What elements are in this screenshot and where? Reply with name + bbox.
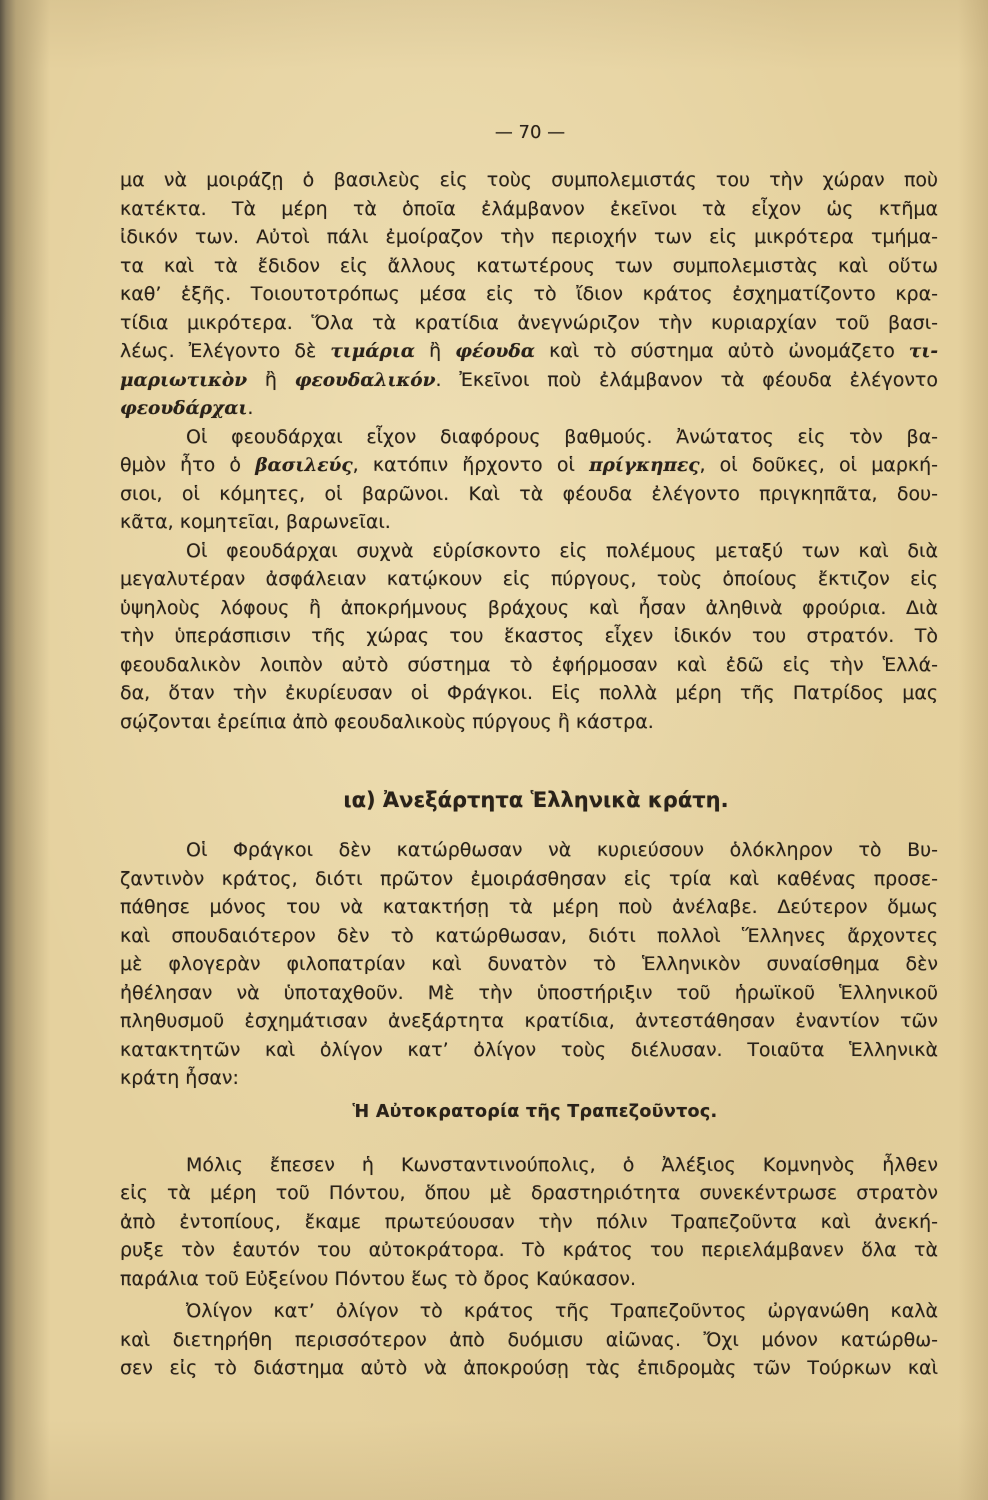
text-run: ὑψηλοὺς λόφους ἢ ἀποκρήμνους βράχους καὶ ἦσαν ἀληθινὰ φρούρια. Διὰ bbox=[120, 596, 938, 619]
emphasized-term: τιμάρια bbox=[330, 341, 416, 362]
text-run: τὴν ὑπεράσπισιν τῆς χώρας του ἕκαστος εἶχεν ἰδικόν του στρατόν. Τὸ bbox=[120, 625, 938, 647]
text-run: . Ἐκεῖνοι ποὺ ἐλάμβανον τὰ φέουδα ἐλέγοντο bbox=[435, 368, 938, 391]
text-run: τα καὶ τὰ ἔδιδον εἰς ἄλλους κατωτέρους των συμπολεμιστὰς καὶ οὕτω bbox=[120, 254, 938, 277]
text-run: ρυξε τὸν ἑαυτόν του αὐτοκράτορα. Τὸ κράτος του περιελάμβανεν ὅλα τὰ bbox=[120, 1239, 938, 1261]
paragraph bbox=[120, 423, 938, 537]
text-run: μεγαλυτέραν ἀσφάλειαν κατῴκουν εἰς πύργους, τοὺς ὁποίους ἔκτιζον εἰς bbox=[120, 568, 938, 590]
text-run: εἰς τὰ μέρη τοῦ Πόντου, ὅπου μὲ δραστηριότητα συνεκέντρωσε στρατὸν bbox=[120, 1182, 938, 1204]
text-run: σεν εἰς τὸ διάστημα αὐτὸ νὰ ἀποκρούσῃ τὰς ἐπιδρομὰς τῶν Τούρκων καὶ bbox=[120, 1357, 938, 1379]
page-number: — 70 — bbox=[494, 122, 566, 143]
text-line bbox=[120, 979, 938, 1008]
text-run: καὶ σπουδαιότερον δὲν τὸ κατώρθωσαν, διότι πολλοὶ Ἕλληνες ἄρχοντες bbox=[120, 924, 938, 947]
text-run: κᾶτα, κομητεῖαι, βαρωνεῖαι. bbox=[120, 511, 391, 533]
text-line bbox=[120, 594, 938, 623]
emphasized-term: τι- bbox=[908, 341, 938, 362]
text-run: . bbox=[247, 397, 254, 419]
text-line bbox=[120, 950, 938, 979]
text-run: μα νὰ μοιράζῃ ὁ βασιλεὺς εἰς τοὺς συμπολεμιστάς του τὴν χώραν ποὺ bbox=[120, 169, 938, 191]
text-line bbox=[120, 1036, 938, 1065]
text-line bbox=[120, 480, 938, 509]
text-run: Οἱ φεουδάρχαι συχνὰ εὑρίσκοντο εἰς πολέμους μεταξύ των καὶ διὰ bbox=[186, 539, 938, 562]
text-line bbox=[120, 622, 938, 651]
text-run: ἢ bbox=[415, 340, 456, 362]
paragraph bbox=[120, 1297, 938, 1383]
emphasized-term: φεουδάρχαι bbox=[120, 398, 248, 419]
text-run: Μόλις ἔπεσεν ἡ Κωνσταντινούπολις, ὁ Ἀλέξιος Κομνηνὸς ἦλθεν bbox=[186, 1153, 938, 1176]
subsection-heading: Ἡ Αὐτοκρατορία τῆς Τραπεζοῦντος. bbox=[352, 1101, 718, 1122]
text-line bbox=[120, 1265, 938, 1294]
text-run: κατέκτα. Τὰ μέρη τὰ ὁποῖα ἐλάμβανον ἐκεῖνοι τὰ εἶχον ὡς κτῆμα bbox=[120, 197, 938, 220]
paragraph bbox=[120, 836, 938, 1093]
text-line bbox=[120, 1236, 938, 1265]
text-line bbox=[120, 451, 938, 480]
text-run: δα, ὅταν τὴν ἐκυρίευσαν οἱ Φράγκοι. Εἰς πολλὰ μέρη τῆς Πατρίδος μας bbox=[120, 682, 938, 704]
text-run: φεουδαλικὸν λοιπὸν αὐτὸ σύστημα τὸ ἐφήρμοσαν καὶ ἐδῶ εἰς τὴν Ἑλλά- bbox=[120, 653, 938, 676]
text-run: κράτη ἦσαν: bbox=[120, 1067, 239, 1089]
text-line bbox=[120, 1151, 938, 1180]
text-line bbox=[120, 865, 938, 894]
text-line bbox=[120, 252, 938, 281]
text-run: πληθυσμοῦ ἐσχημάτισαν ἀνεξάρτητα κρατίδια, ἀντεστάθησαν ἐναντίον τῶν bbox=[120, 1010, 938, 1032]
text-line bbox=[120, 1179, 938, 1208]
text-run: ἰδικόν των. Αὐτοὶ πάλι ἐμοίραζον τὴν περιοχήν των εἰς μικρότερα τμήμα- bbox=[120, 226, 938, 248]
text-line bbox=[120, 394, 938, 423]
emphasized-term: μαριωτικὸν bbox=[120, 369, 248, 391]
text-line bbox=[120, 836, 938, 865]
text-line bbox=[120, 922, 938, 951]
text-line bbox=[120, 423, 938, 452]
text-line bbox=[120, 309, 938, 338]
paragraph bbox=[120, 537, 938, 737]
emphasized-term: βασιλεύς bbox=[255, 455, 353, 476]
trebizond-section bbox=[120, 1151, 938, 1383]
text-run: Οἱ Φράγκοι δὲν κατώρθωσαν νὰ κυριεύσουν ὁλόκληρον τὸ Βυ- bbox=[186, 839, 938, 861]
text-line bbox=[120, 651, 938, 680]
text-run: καὶ διετηρήθη περισσότερον ἀπὸ δυόμισυ αἰῶνας. Ὄχι μόνον κατώρθω- bbox=[120, 1328, 938, 1351]
independent-states-section bbox=[120, 836, 938, 1093]
text-run: κατακτητῶν καὶ ὀλίγον κατ’ ὀλίγον τοὺς διέλυσαν. Τοιαῦτα Ἑλληνικὰ bbox=[120, 1038, 938, 1061]
text-line bbox=[120, 1326, 938, 1355]
text-run: καὶ τὸ σύστημα αὐτὸ ὠνομάζετο bbox=[534, 340, 909, 362]
text-run: Ὀλίγον κατ’ ὀλίγον τὸ κράτος τῆς Τραπεζοῦντος ὠργανώθη καλὰ bbox=[186, 1300, 938, 1322]
text-line bbox=[120, 1208, 938, 1237]
text-run: ἀπὸ ἐντοπίους, ἔκαμε πρωτεύουσαν τὴν πόλιν Τραπεζοῦντα καὶ ἀνεκή- bbox=[120, 1210, 938, 1233]
text-run: μὲ φλογερὰν φιλοπατρίαν καὶ δυνατὸν τὸ Ἑλληνικὸν συναίσθημα δὲν bbox=[120, 953, 938, 975]
text-line bbox=[120, 679, 938, 708]
text-run: ζαντινὸν κράτος, διότι πρῶτον ἐμοιράσθησαν εἰς τρία καὶ καθένας προσε- bbox=[120, 867, 938, 890]
text-line bbox=[120, 1007, 938, 1036]
text-line bbox=[120, 195, 938, 224]
text-line bbox=[120, 565, 938, 594]
text-run: πάθησε μόνος του νὰ κατακτήσῃ τὰ μέρη ποὺ ἀνέλαβε. Δεύτερον ὅμως bbox=[120, 896, 938, 918]
text-line bbox=[120, 280, 938, 309]
feudal-system-section bbox=[120, 166, 938, 736]
text-run: Οἱ φεουδάρχαι εἶχον διαφόρους βαθμούς. Ἀνώτατος εἰς τὸν βα- bbox=[186, 425, 938, 448]
text-line bbox=[120, 366, 938, 395]
paragraph bbox=[120, 166, 938, 423]
text-run: ἢ bbox=[247, 368, 295, 391]
text-run: , κατόπιν ἤρχοντο οἱ bbox=[352, 454, 590, 476]
emphasized-term: πρίγκηπες bbox=[589, 455, 700, 476]
emphasized-term: φεουδαλικόν bbox=[294, 369, 436, 391]
paragraph bbox=[120, 1151, 938, 1294]
text-run: παράλια τοῦ Εὐξείνου Πόντου ἕως τὸ ὄρος Καύκασον. bbox=[120, 1267, 637, 1290]
text-line bbox=[120, 708, 938, 737]
text-line bbox=[120, 223, 938, 252]
text-run: λέως. Ἐλέγοντο δὲ bbox=[120, 340, 331, 362]
emphasized-term: φέουδα bbox=[455, 341, 535, 362]
text-run: ἠθέλησαν νὰ ὑποταχθοῦν. Μὲ τὴν ὑποστήριξιν τοῦ ἡρωϊκοῦ Ἑλληνικοῦ bbox=[120, 981, 938, 1004]
text-run: , οἱ δοῦκες, οἱ μαρκή- bbox=[699, 454, 938, 476]
text-run: καθ’ ἑξῆς. Τοιουτοτρόπως μέσα εἰς τὸ ἴδιον κράτος ἐσχηματίζοντο κρα- bbox=[120, 283, 938, 305]
text-line bbox=[120, 893, 938, 922]
text-line bbox=[120, 166, 938, 195]
text-line bbox=[120, 337, 938, 366]
text-line bbox=[120, 508, 938, 537]
text-run: τίδια μικρότερα. Ὅλα τὰ κρατίδια ἀνεγνώριζον τὴν κυριαρχίαν τοῦ βασι- bbox=[120, 311, 938, 334]
text-run: θμὸν ἦτο ὁ bbox=[120, 454, 256, 476]
section-heading: ια) Ἀνεξάρτητα Ἑλληνικὰ κράτη. bbox=[343, 788, 729, 812]
text-line bbox=[120, 537, 938, 566]
text-column bbox=[120, 119, 938, 1383]
text-line bbox=[120, 1354, 938, 1383]
text-run: σῴζονται ἐρείπια ἀπὸ φεουδαλικοὺς πύργους ἢ κάστρα. bbox=[120, 710, 654, 733]
text-run: σιοι, οἱ κόμητες, οἱ βαρῶνοι. Καὶ τὰ φέουδα ἐλέγοντο πριγκηπᾶτα, δου- bbox=[120, 482, 938, 505]
text-line bbox=[120, 1064, 938, 1093]
text-line bbox=[120, 1297, 938, 1326]
